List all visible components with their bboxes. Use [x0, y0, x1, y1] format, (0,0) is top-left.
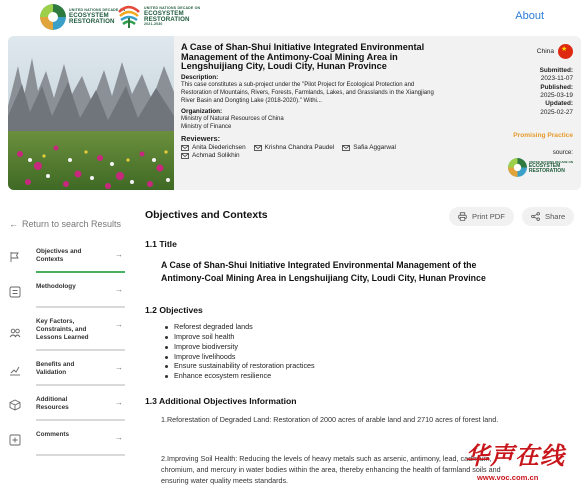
- nav-item-label: Methodology: [36, 283, 76, 290]
- organization-2: Ministry of Finance: [181, 124, 232, 131]
- nav-item-label: Key Factors, Constraints, and Lessons Learned: [36, 318, 89, 341]
- arrow-right-icon: →: [115, 398, 123, 407]
- nav-item-comments[interactable]: [9, 426, 125, 460]
- reviewer-item[interactable]: [342, 144, 396, 151]
- case-summary-card: [8, 36, 581, 190]
- nav-item-key-factors[interactable]: [9, 313, 125, 355]
- arrow-right-icon: →: [115, 250, 123, 259]
- logo-big-text: ECOSYSTEM: [69, 11, 109, 19]
- logo-big-text-2: RESTORATION: [144, 16, 190, 23]
- case-title: A Case of Shan-Shui Initiative Integrated Environmental Management of the Antimony-Coal Mining Area in Lengshuijiang City, Loudi City, Hunan Province: [181, 42, 425, 72]
- organization-1: Ministry of Natural Resources of China: [181, 115, 284, 122]
- reviewers-label: Reviewers:: [181, 134, 221, 144]
- nav-item-methodology[interactable]: [9, 278, 125, 312]
- section-title: Objectives and Contexts: [145, 209, 268, 221]
- heading-objectives: 1.2 Objectives: [145, 305, 203, 315]
- reviewer-name: Achmad Solikhin: [192, 152, 240, 160]
- flag-icon: [9, 251, 21, 263]
- leaf-logo-icon: [117, 4, 141, 30]
- share-icon: [531, 212, 540, 221]
- nav-item-benefits[interactable]: [9, 356, 125, 390]
- reviewer-item[interactable]: [181, 144, 246, 151]
- mail-icon: [181, 153, 189, 159]
- organization-label: Organization:: [181, 107, 223, 115]
- share-button[interactable]: [522, 207, 574, 226]
- reviewer-name: Krishna Chandra Paudel: [264, 144, 335, 152]
- country-name: China: [536, 48, 554, 55]
- print-pdf-button[interactable]: [449, 207, 514, 226]
- reviewers-list: [181, 143, 451, 159]
- china-flag-icon: [558, 44, 573, 59]
- back-to-results-link[interactable]: [9, 219, 121, 229]
- watermark-url: www.voc.com.cn: [477, 473, 539, 482]
- case-dates: [483, 67, 573, 117]
- watermark: [463, 436, 581, 492]
- arrow-right-icon: →: [115, 363, 123, 372]
- arrow-right-icon: →: [115, 433, 123, 442]
- nav-progress-bar: [36, 306, 125, 308]
- comment-plus-icon: [9, 434, 21, 446]
- section-nav: [9, 243, 125, 461]
- logo-text: [144, 7, 200, 26]
- nav-item-label: Additional Resources: [36, 396, 69, 411]
- globe-logo-icon: [508, 158, 527, 177]
- nav-item-label: Objectives and Contexts: [36, 248, 82, 263]
- list-item: Enhance ecosystem resilience: [164, 371, 315, 381]
- paragraph: 1.Reforestation of Degraded Land: Restoration of 2000 acres of arable land and 2710 acres of forest land.: [161, 415, 499, 424]
- paragraph: 2.Improving Soil Health: Reducing the levels of heavy metals such as arsenic, antimony, lead, cadmium, chromium, and mercury in water bodies within the area, thereby enhancing the health of farmland soils and ensuring water quality meets standards.: [161, 454, 501, 486]
- mail-icon: [254, 145, 262, 151]
- reviewer-item[interactable]: [181, 152, 240, 159]
- logo-big-text: ECOSYSTEM: [144, 9, 184, 17]
- print-pdf-label: Print PDF: [472, 212, 505, 221]
- grid-icon: [9, 286, 21, 298]
- source-label: source:: [552, 148, 573, 156]
- about-link[interactable]: About: [515, 10, 544, 22]
- case-full-title: A Case of Shan-Shui Initiative Integrated Environmental Management of the Antimony-Coal Mining Area in Lengshuijiang City, Loudi City, Hunan Province: [161, 260, 486, 283]
- nav-progress-bar: [36, 349, 125, 351]
- case-description: This case constitutes a sub-project under the "Pilot Project for Ecological Protection and Restoration of Mountains, Rivers, Forests, Farmlands, Lakes, and Grasslands in the Xiangjiang River Basin and Dongting Lake (2018-2020)." Withi...: [181, 81, 434, 105]
- nav-progress-bar: [36, 419, 125, 421]
- nav-item-label: Benefits and Validation: [36, 361, 75, 376]
- list-item: Reforest degraded lands: [164, 322, 315, 332]
- list-item: Improve biodiversity: [164, 342, 315, 352]
- reviewer-name: Anita Diederichsen: [192, 144, 246, 152]
- share-label: Share: [545, 212, 566, 221]
- case-meta: [483, 44, 573, 177]
- reviewer-item[interactable]: [254, 144, 335, 151]
- published-label: Published:: [540, 83, 573, 91]
- heading-additional-objectives: 1.3 Additional Objectives Information: [145, 396, 297, 406]
- reviewer-name: Safia Aggarwal: [353, 144, 396, 152]
- list-item: Improve livelihoods: [164, 352, 315, 362]
- country-tag: [483, 44, 573, 59]
- updated-label: Updated:: [545, 100, 573, 108]
- list-item: Ensure sustainability of restoration practices: [164, 361, 315, 371]
- printer-icon: [458, 212, 467, 221]
- logo-big-text-2: RESTORATION: [528, 167, 565, 174]
- logo-year-text: 2021-2030: [144, 22, 163, 27]
- people-icon: [9, 327, 21, 339]
- arrow-left-icon: ←: [9, 219, 18, 229]
- case-photo: [8, 36, 174, 190]
- submitted-label: Submitted:: [539, 67, 573, 74]
- decade-logo[interactable]: [117, 4, 200, 30]
- box-icon: [9, 399, 21, 411]
- heading-title: 1.1 Title: [145, 239, 177, 249]
- back-link-label: Return to search Results: [22, 219, 122, 229]
- arrow-right-icon: →: [115, 320, 123, 329]
- logo-small-text: UNITED NATIONS DECADE ON: [69, 8, 126, 13]
- source-logo-text: [529, 161, 573, 174]
- nav-item-objectives[interactable]: [9, 243, 125, 277]
- mail-icon: [342, 145, 350, 151]
- globe-logo-icon: [40, 4, 66, 30]
- nav-progress-bar: [36, 454, 125, 456]
- published-date: 2025-03-19: [540, 91, 573, 99]
- logo-big-text-2: RESTORATION: [69, 17, 115, 25]
- source-logo[interactable]: [483, 158, 573, 177]
- watermark-chinese-text: 华声在线: [465, 441, 565, 470]
- arrow-right-icon: →: [115, 285, 123, 294]
- chart-icon: [9, 364, 21, 376]
- nav-progress-bar: [36, 384, 125, 386]
- submitted-date: 2023-11-07: [540, 75, 573, 83]
- site-header: [0, 0, 588, 34]
- case-details: [181, 43, 441, 159]
- nav-item-label: Comments: [36, 431, 70, 438]
- logo-big-text: ECOSYSTEM: [528, 162, 561, 169]
- list-item: Improve soil health: [164, 332, 315, 342]
- status-badge: Promising Practice: [513, 131, 573, 139]
- logo-small-text: UNITED NATIONS DECADE ON: [528, 159, 573, 164]
- updated-date: 2025-02-27: [540, 108, 573, 116]
- nav-item-additional-resources[interactable]: [9, 391, 125, 425]
- description-label: Description:: [181, 73, 219, 81]
- nav-progress-bar: [36, 271, 125, 273]
- ecosystem-restoration-logo[interactable]: [40, 4, 125, 30]
- logo-small-text: UNITED NATIONS DECADE ON: [144, 6, 201, 11]
- objectives-list: [164, 322, 315, 381]
- mail-icon: [181, 145, 189, 151]
